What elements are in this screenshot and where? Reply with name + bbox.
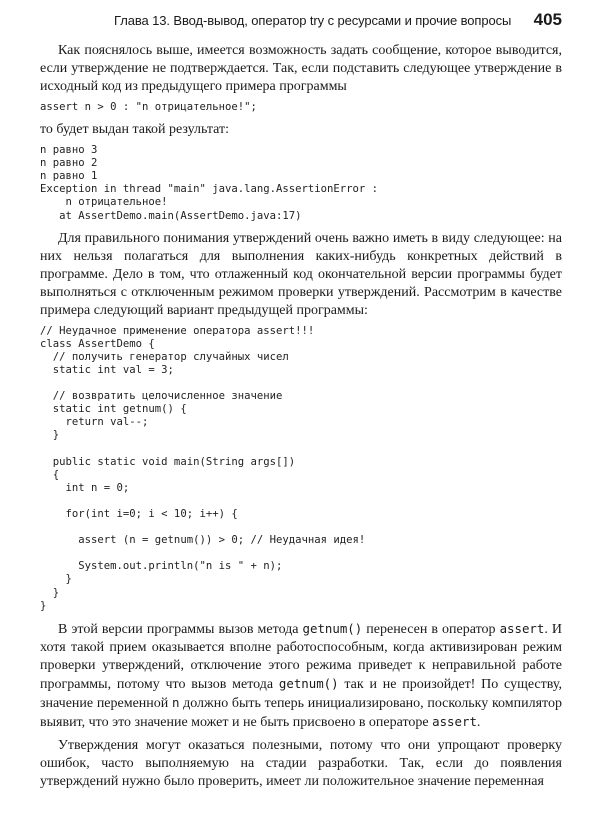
chapter-title: Глава 13. Ввод-вывод, оператор try с ресурсами и прочие вопросы [114, 13, 512, 28]
code-assert-demo: // Неудачное применение оператора assert!!! class AssertDemo { // получить генератор случайных чисел static int val = 3; // возвратить целочисленное значение static int getnum() { return val--; } public static void main(String args[]) { int n = 0; for(int i=0; i < 10; i++) { assert (n = getnum()) > 0; // Неудачная идея! System.out.println("n is " + n); } } } [40, 324, 366, 612]
page-number: 405 [533, 10, 562, 29]
code-output: n равно 3 n равно 2 n равно 1 Exception in thread "main" java.lang.AssertionError : n отрицательное! at AssertDemo.main(AssertDemo.java:17) [40, 144, 379, 222]
inline-code-n: n [171, 694, 180, 710]
text-run: должно быть теперь инициализировано, поскольку компилятор выявит, что это значение может и не быть присвоено в операторе [40, 695, 562, 730]
inline-code-assert: assert [499, 620, 545, 636]
text-run: В этой версии программы вызов метода [58, 621, 303, 637]
paragraph-explanation [40, 620, 562, 732]
inline-code-assert: assert [432, 713, 477, 729]
paragraph-result-intro: то будет выдан такой результат: [40, 122, 230, 138]
inline-code-getnum: getnum() [278, 675, 339, 691]
paragraph-conclusion: Утверждения могут оказаться полезными, потому что они упрощают проверку ошибок, часто выполняемую на стадии разработки. Так, если до появления утверждений нужно было проверить, имеет ли положительное значение переменная [40, 737, 562, 789]
paragraph-understanding: Для правильного понимания утверждений очень важно иметь в виду следующее: на них нельзя полагаться для выполнения каких-нибудь конкретных действий в программе. Дело в том, что отлаженный код окончательной версии программы будет выполняться с отключенным режимом проверки утверждений. Рассмотрим в качестве примера следующий вариант предыдущей программы: [40, 230, 562, 318]
running-header [40, 10, 560, 34]
page-body [40, 42, 562, 791]
code-assert-message: assert n > 0 : "n отрицательное!"; [40, 101, 257, 113]
text-run: . [476, 714, 481, 730]
text-run: перенесен в оператор [362, 621, 500, 637]
text-run: так и не произойдет! По существу, значение переменной [40, 676, 562, 711]
paragraph-intro: Как пояснялось выше, имеется возможность задать сообщение, которое выводится, если утверждение не подтверждается. Так, если подставить следующее утверждение в исходный код из предыдущего примера программы [40, 43, 562, 94]
inline-code-getnum: getnum() [302, 620, 363, 636]
text-run: . И хотя такой прием оказывается вполне работоспособным, когда активизирован режим проверки утверждений, отключение этого режима приведет к неправильной работе программы, потому что вызов метода [40, 621, 562, 692]
